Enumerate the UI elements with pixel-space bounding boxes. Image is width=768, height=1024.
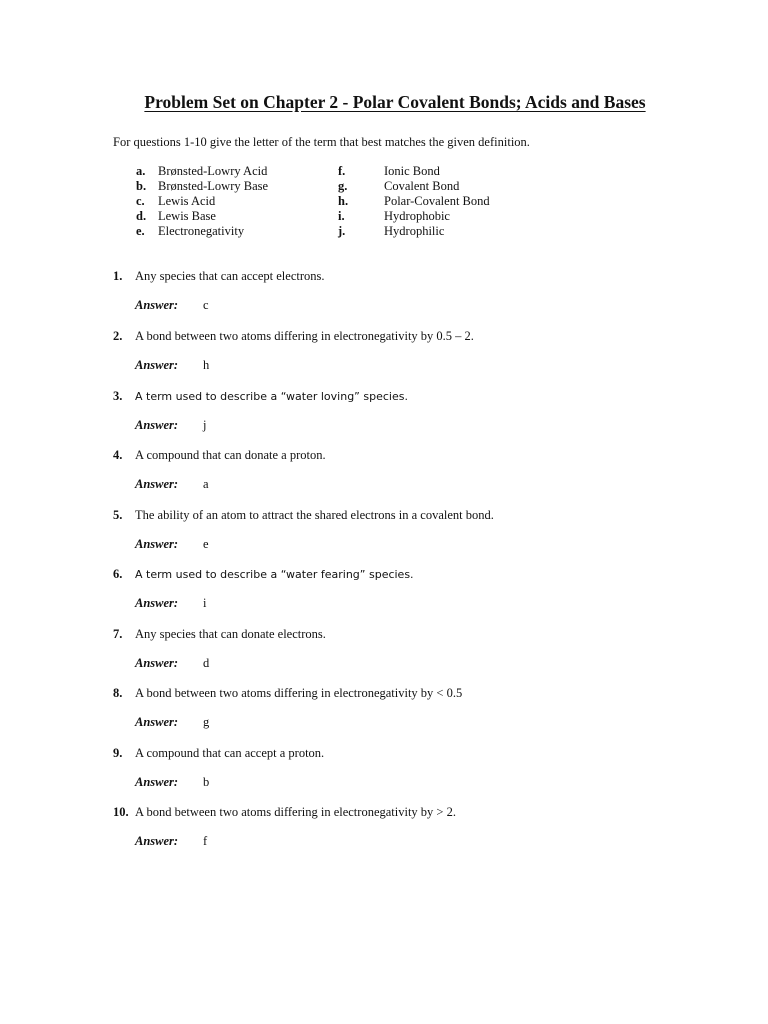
term-item	[136, 209, 268, 224]
term-item	[338, 209, 490, 224]
answer-value: f	[203, 834, 208, 848]
term-letter: g.	[338, 179, 348, 193]
question-number: 7.	[113, 627, 123, 641]
answer-value: b	[203, 775, 210, 789]
question-text: A compound that can donate a proton.	[135, 448, 326, 462]
question-item	[113, 626, 713, 671]
term-letter: b.	[136, 179, 147, 193]
answer-label: Answer:	[135, 775, 179, 789]
answer-label: Answer:	[135, 656, 179, 670]
term-label: Hydrophobic	[384, 209, 450, 223]
question-number: 4.	[113, 448, 123, 462]
question-text: Any species that can donate electrons.	[135, 627, 326, 641]
question-number: 10.	[113, 805, 129, 819]
question-text: Any species that can accept electrons.	[135, 269, 325, 283]
answer-label: Answer:	[135, 477, 179, 491]
answer-label: Answer:	[135, 537, 179, 551]
answer-value: g	[203, 715, 210, 729]
term-label: Covalent Bond	[384, 179, 460, 193]
term-label: Ionic Bond	[384, 164, 440, 178]
question-number: 8.	[113, 686, 123, 700]
question-number: 5.	[113, 508, 123, 522]
answer-value: e	[203, 537, 209, 551]
question-item	[113, 328, 713, 373]
answer-value: j	[203, 418, 207, 432]
instructions: For questions 1-10 give the letter of the term that best matches the given definition.	[113, 135, 530, 149]
question-item	[113, 268, 713, 313]
question-text: A bond between two atoms differing in electronegativity by 0.5 – 2.	[135, 329, 474, 343]
question-text: A compound that can accept a proton.	[135, 746, 325, 760]
term-letter: e.	[136, 224, 145, 238]
term-label: Lewis Acid	[158, 194, 216, 208]
term-label: Brønsted-Lowry Base	[158, 179, 269, 193]
answer-value: i	[203, 596, 207, 610]
term-label: Polar-Covalent Bond	[384, 194, 490, 208]
term-item	[338, 194, 490, 209]
question-text: A term used to describe a “water loving” species.	[135, 390, 408, 403]
answer-value: h	[203, 358, 210, 372]
term-letter: j.	[338, 224, 346, 238]
term-item	[338, 164, 490, 179]
term-letter: c.	[136, 194, 145, 208]
question-text: A bond between two atoms differing in electronegativity by > 2.	[135, 805, 456, 819]
question-number: 9.	[113, 746, 123, 760]
answer-value: d	[203, 656, 210, 670]
answer-label: Answer:	[135, 715, 179, 729]
term-label: Hydrophilic	[384, 224, 445, 238]
question-item	[113, 388, 713, 433]
term-item	[136, 194, 268, 209]
question-item	[113, 745, 713, 790]
term-letter: f.	[338, 164, 346, 178]
answer-label: Answer:	[135, 298, 179, 312]
term-item	[136, 224, 268, 239]
terms-list-right	[338, 164, 490, 239]
terms-list-left	[136, 164, 268, 239]
question-text: A term used to describe a “water fearing” species.	[135, 568, 414, 581]
answer-label: Answer:	[135, 358, 179, 372]
question-item	[113, 566, 713, 611]
question-number: 2.	[113, 329, 123, 343]
answer-label: Answer:	[135, 596, 179, 610]
question-item	[113, 685, 713, 730]
answer-label: Answer:	[135, 834, 179, 848]
question-text: The ability of an atom to attract the shared electrons in a covalent bond.	[135, 508, 494, 522]
question-item	[113, 507, 713, 552]
term-label: Lewis Base	[158, 209, 216, 223]
question-number: 1.	[113, 269, 123, 283]
term-letter: d.	[136, 209, 147, 223]
question-item	[113, 804, 713, 849]
question-item	[113, 447, 713, 492]
term-letter: h.	[338, 194, 349, 208]
term-label: Brønsted-Lowry Acid	[158, 164, 268, 178]
answer-label: Answer:	[135, 418, 179, 432]
question-text: A bond between two atoms differing in electronegativity by < 0.5	[135, 686, 463, 700]
question-number: 6.	[113, 567, 123, 581]
term-item	[136, 179, 268, 194]
term-item	[136, 164, 268, 179]
page-title: Problem Set on Chapter 2 - Polar Covalent Bonds; Acids and Bases	[144, 92, 646, 112]
term-item	[338, 179, 490, 194]
term-label: Electronegativity	[158, 224, 245, 238]
answer-value: a	[203, 477, 209, 491]
term-item	[338, 224, 490, 239]
term-letter: i.	[338, 209, 345, 223]
answer-value: c	[203, 298, 209, 312]
question-number: 3.	[113, 389, 123, 403]
term-letter: a.	[136, 164, 146, 178]
